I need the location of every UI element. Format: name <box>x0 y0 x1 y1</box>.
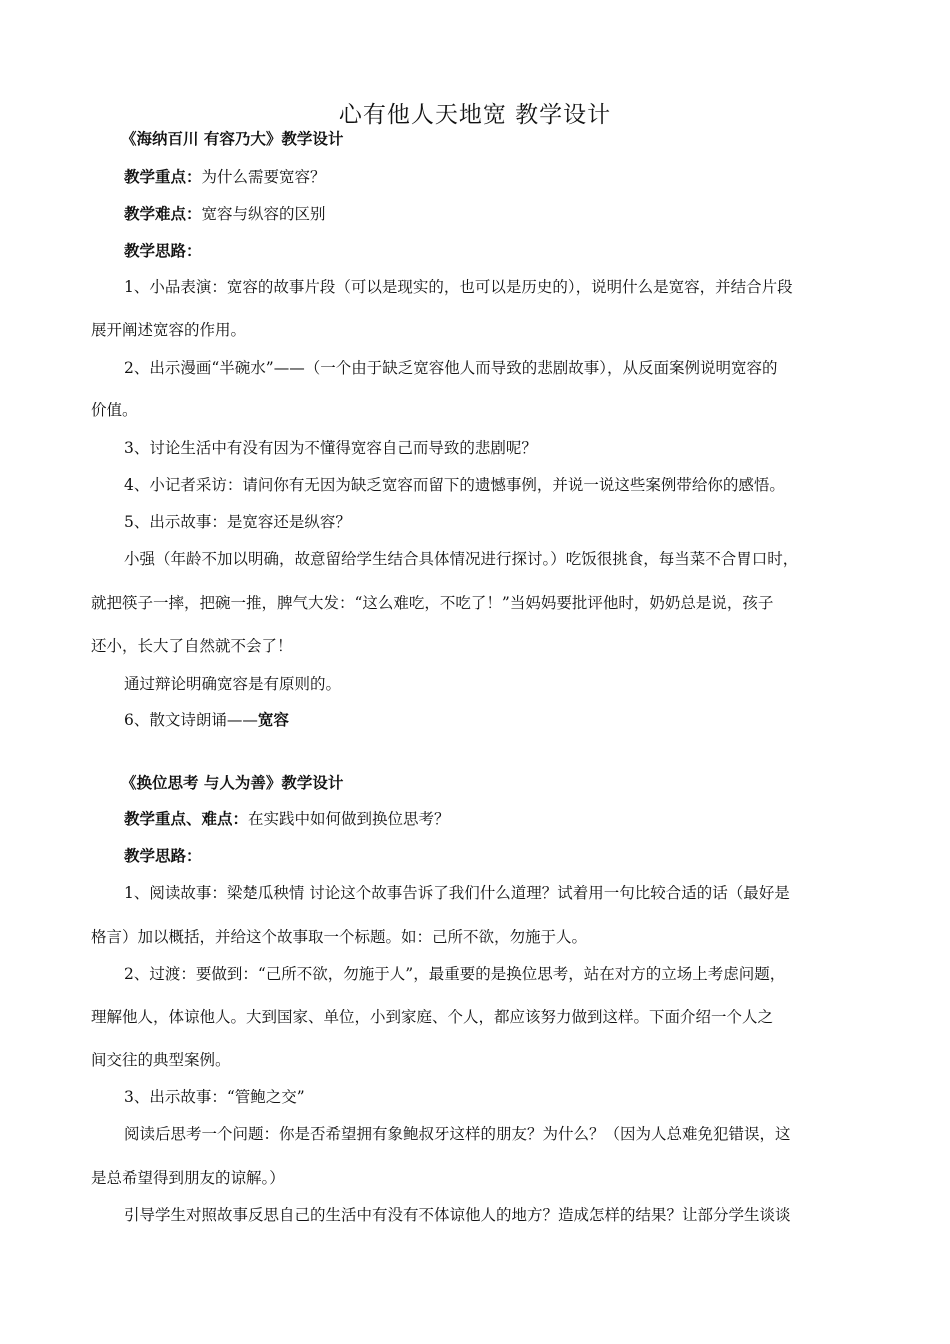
s2-focus-label: 教学重点、难点： <box>124 810 249 828</box>
s1-debate: 通过辩论明确宽容是有原则的。 <box>124 675 342 693</box>
document-title: 心有他人天地宽 教学设计 <box>338 102 612 128</box>
section2-heading: 《换位思考 与人为善》教学设计 <box>121 774 344 792</box>
section1-heading: 《海纳百川 有容乃大》教学设计 <box>121 130 344 148</box>
s1-approach-label: 教学思路： <box>124 242 202 260</box>
s1-difficulty-text: 宽容与纵容的区别 <box>201 205 326 223</box>
s1-focus-label: 教学重点： <box>124 168 202 186</box>
s2-focus-text: 在实践中如何做到换位思考？ <box>248 810 450 828</box>
s1-point5: 5、出示故事：是宽容还是纵容？ <box>124 513 351 531</box>
s1-focus-text: 为什么需要宽容？ <box>201 168 326 186</box>
s1-point6-prefix: 6、散文诗朗诵—— <box>124 711 258 729</box>
s1-story-line3: 还小，长大了自然就不会了！ <box>91 637 293 655</box>
s1-point6-bold: 宽容 <box>257 711 289 729</box>
s1-point6 <box>124 710 289 730</box>
s2-guide: 引导学生对照故事反思自己的生活中有没有不体谅他人的地方？造成怎样的结果？让部分学生谈谈 <box>124 1206 791 1224</box>
s1-point2-line1: 2、出示漫画“半碗水”——（一个由于缺乏宽容他人而导致的悲剧故事），从反面案例说明宽容的 <box>124 359 778 377</box>
s1-focus-line <box>124 167 326 187</box>
s1-story-line1: 小强（年龄不加以明确，故意留给学生结合具体情况进行探讨。）吃饭很挑食，每当菜不合胃口时， <box>124 550 799 568</box>
s1-difficulty-line <box>124 204 326 224</box>
s2-point2-line2: 理解他人，体谅他人。大到国家、单位，小到家庭、个人，都应该努力做到这样。下面介绍一个人之 <box>91 1008 774 1026</box>
s2-read-line1: 阅读后思考一个问题：你是否希望拥有象鲍叔牙这样的朋友？为什么？（因为人总难免犯错误，这 <box>124 1125 791 1143</box>
s1-point1-line2: 展开阐述宽容的作用。 <box>91 321 247 339</box>
s2-point3: 3、出示故事：“管鲍之交” <box>124 1088 305 1106</box>
s1-point1-line1: 1、小品表演：宽容的故事片段（可以是现实的，也可以是历史的），说明什么是宽容，并结合片段 <box>124 278 793 296</box>
s1-difficulty-label: 教学难点： <box>124 205 202 223</box>
s1-point4: 4、小记者采访：请问你有无因为缺乏宽容而留下的遗憾事例，并说一说这些案例带给你的感悟。 <box>124 476 785 494</box>
s2-point2-line1: 2、过渡：要做到：“己所不欲，勿施于人”，最重要的是换位思考，站在对方的立场上考虑问题， <box>124 965 786 983</box>
s2-read-line2: 是总希望得到朋友的谅解。） <box>91 1169 285 1187</box>
s1-point2-line2: 价值。 <box>91 401 138 419</box>
s2-approach-label: 教学思路： <box>124 847 202 865</box>
s1-story-line2: 就把筷子一摔，把碗一推，脾气大发：“这么难吃，不吃了！”当妈妈要批评他时，奶奶总是说，孩子 <box>91 594 774 612</box>
s2-focus-line <box>124 809 450 829</box>
s1-point3: 3、讨论生活中有没有因为不懂得宽容自己而导致的悲剧呢？ <box>124 439 537 457</box>
s2-point1-line1: 1、阅读故事：梁楚瓜秧情 讨论这个故事告诉了我们什么道理？试着用一句比较合适的话（最好是 <box>124 884 790 902</box>
s2-point1-line2: 格言）加以概括，并给这个故事取一个标题。如：己所不欲，勿施于人。 <box>91 928 588 946</box>
s2-point2-line3: 间交往的典型案例。 <box>91 1051 231 1069</box>
